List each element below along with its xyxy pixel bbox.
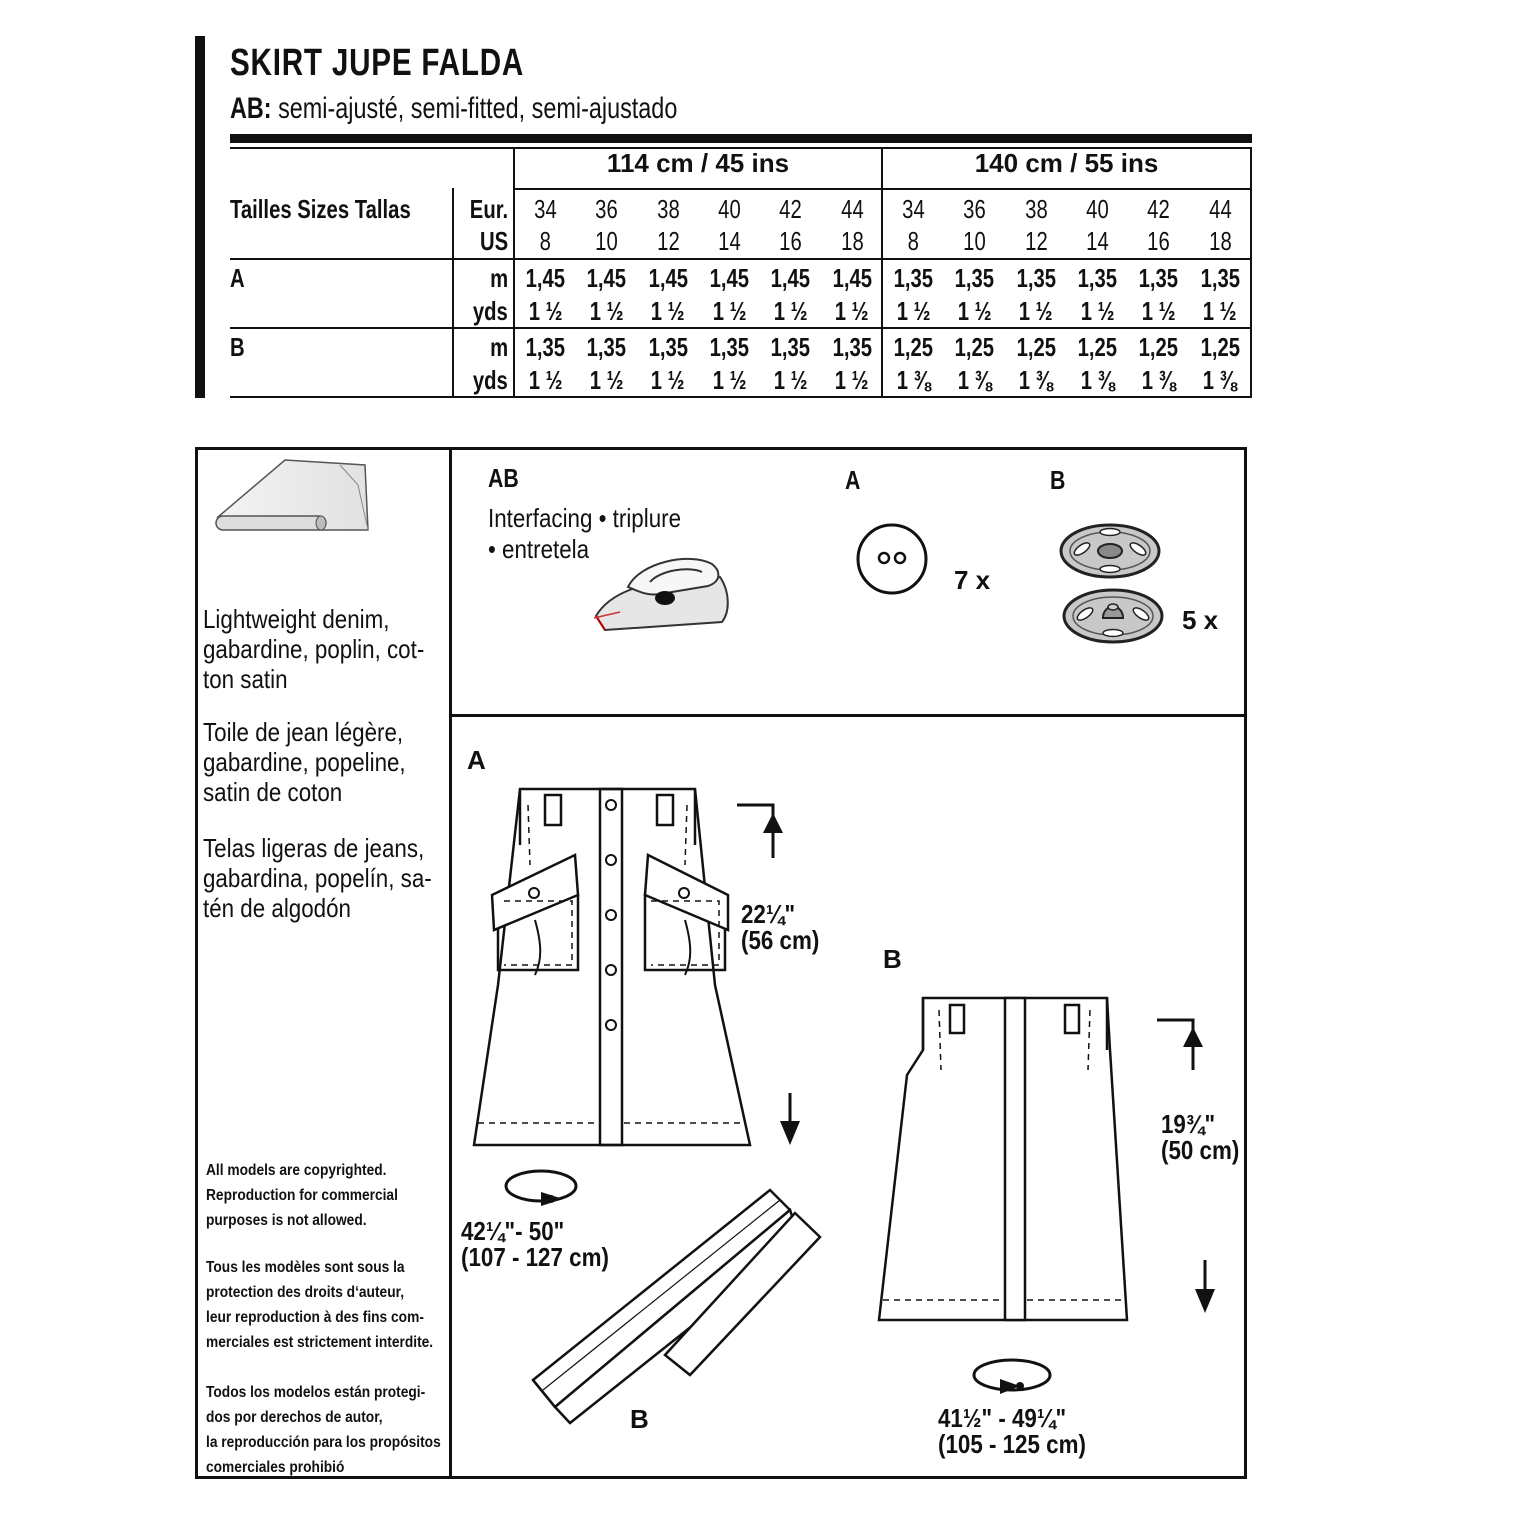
belt-view-label: B: [630, 1404, 649, 1434]
copyright-line: Reproduction for commercial: [206, 1187, 398, 1204]
fabric-suggestions-fr: [203, 717, 406, 807]
iron-icon: [590, 552, 735, 642]
yards-label: yds: [473, 365, 508, 395]
yards-value: 1 ½: [1019, 296, 1054, 326]
copyright-line: All models are copyrighted.: [206, 1162, 387, 1179]
us-size: 12: [1024, 226, 1048, 256]
yards-value: 1 ½: [589, 365, 624, 395]
buttons-view: A: [845, 465, 861, 495]
table-rule: [514, 188, 1252, 190]
fabric-line: tén de algodón: [203, 893, 351, 923]
copyright-en: [206, 1158, 398, 1233]
yards-value: 1 ⅜: [957, 365, 992, 395]
meters-value: 1,35: [1200, 263, 1240, 293]
us-size: 8: [907, 226, 920, 256]
length-cm: (50 cm): [1161, 1135, 1240, 1165]
view-b-hip-icon: [970, 1357, 1055, 1397]
table-top-rule: [230, 134, 1252, 143]
yards-value: 1 ½: [957, 296, 992, 326]
yards-label: yds: [473, 296, 508, 326]
fit-description: [230, 92, 677, 126]
meters-value: 1,25: [955, 332, 995, 362]
fabric-line: ton satin: [203, 664, 288, 694]
yards-value: 1 ⅜: [896, 365, 931, 395]
length-cm: (56 cm): [741, 925, 820, 955]
fabric-line: gabardine, poplin, cot-: [203, 634, 425, 664]
yards-value: 1 ½: [589, 296, 624, 326]
eur-size: 44: [1208, 194, 1232, 224]
us-size: 16: [779, 226, 802, 256]
meters-value: 1,35: [893, 263, 934, 293]
interfacing-line: • entretela: [488, 534, 590, 564]
hip-cm: (107 - 127 cm): [461, 1242, 609, 1272]
view-b-length: [1161, 1111, 1239, 1163]
eur-size: 42: [779, 194, 802, 224]
view-a-skirt-illustration: [470, 785, 755, 1150]
view-a-label: A: [467, 745, 486, 775]
us-size: 18: [1208, 226, 1232, 256]
view-a-length-arrows: [735, 803, 805, 1148]
meters-value: 1,45: [587, 263, 627, 293]
box-divider-horizontal: [449, 714, 1247, 717]
yards-value: 1 ⅜: [1080, 365, 1115, 395]
fabric-line: gabardine, popeline,: [203, 747, 406, 777]
us-size: 10: [595, 226, 619, 256]
meters-value: 1,35: [525, 332, 566, 362]
meters-value: 1,45: [832, 263, 872, 293]
eur-size: 44: [840, 194, 864, 224]
copyright-line: protection des droits d‘auteur,: [206, 1284, 405, 1301]
us-size: 14: [1086, 226, 1109, 256]
meters-value: 1,45: [709, 263, 750, 293]
yards-value: 1 ½: [773, 296, 808, 326]
snaps-quantity: 5 x: [1182, 605, 1219, 635]
table-rule: [230, 396, 1252, 398]
yards-value: 1 ½: [651, 296, 686, 326]
length-inches: 22¼": [741, 899, 796, 929]
meters-label: m: [489, 263, 508, 293]
sizes-label: Tailles Sizes Tallas: [230, 194, 411, 224]
yards-value: 1 ½: [712, 296, 747, 326]
hip-inches: 42¼"- 50": [461, 1216, 565, 1246]
side-bar: [195, 36, 205, 398]
eur-label: Eur.: [469, 194, 508, 224]
meters-value: 1,35: [955, 263, 995, 293]
meters-value: 1,35: [709, 332, 750, 362]
yards-value: 1 ½: [773, 365, 808, 395]
eur-size: 34: [902, 194, 925, 224]
fit-text: semi-ajusté, semi-fitted, semi-ajustado: [271, 92, 678, 125]
view-b-label: B: [883, 944, 902, 974]
meters-label: m: [489, 332, 508, 362]
copyright-line: comerciales prohibió: [206, 1459, 345, 1476]
length-inches: 19¾": [1161, 1109, 1216, 1139]
eur-size: 42: [1147, 194, 1170, 224]
hip-cm: (105 - 125 cm): [938, 1429, 1086, 1459]
us-size: 8: [539, 226, 552, 256]
box-divider-vertical: [449, 447, 452, 1479]
yards-value: 1 ½: [651, 365, 686, 395]
view-a-length: [741, 901, 819, 953]
fabric-suggestions-en: [203, 604, 424, 694]
eur-size: 38: [1024, 194, 1048, 224]
table-rule: [230, 327, 1252, 329]
meters-value: 1,45: [525, 263, 566, 293]
view-row-label: B: [230, 332, 245, 362]
belt-illustration: [525, 1185, 820, 1430]
view-b-skirt-illustration: [875, 995, 1130, 1325]
yards-value: 1 ½: [835, 365, 869, 395]
copyright-line: la reproducción para los propósitos: [206, 1434, 441, 1451]
view-b-hip: [938, 1405, 1086, 1457]
meters-value: 1,45: [648, 263, 688, 293]
eur-size: 34: [534, 194, 557, 224]
copyright-line: merciales est strictement interdite.: [206, 1334, 434, 1351]
copyright-es: [206, 1380, 441, 1480]
snaps-view: B: [1050, 465, 1066, 495]
us-size: 18: [840, 226, 864, 256]
snap-fastener-icon: [1060, 523, 1172, 645]
meters-value: 1,35: [1016, 263, 1056, 293]
meters-value: 1,35: [1138, 263, 1179, 293]
us-label: US: [479, 226, 508, 256]
us-size: 14: [718, 226, 741, 256]
fabric-width-header: 140 cm / 55 ins: [974, 148, 1159, 178]
yards-value: 1 ½: [1141, 296, 1176, 326]
meters-value: 1,35: [648, 332, 688, 362]
fabric-width-header: 114 cm / 45 ins: [606, 148, 790, 178]
meters-value: 1,35: [832, 332, 872, 362]
copyright-line: purposes is not allowed.: [206, 1212, 367, 1229]
copyright-line: Tous les modèles sont sous la: [206, 1259, 405, 1276]
fabric-roll-icon: [210, 455, 380, 545]
yards-value: 1 ½: [896, 296, 931, 326]
us-size: 10: [963, 226, 987, 256]
meters-value: 1,25: [1200, 332, 1240, 362]
page-title: SKIRT JUPE FALDA: [230, 42, 525, 84]
fabric-line: Toile de jean légère,: [203, 717, 404, 747]
eur-size: 40: [1086, 194, 1109, 224]
meters-value: 1,35: [770, 332, 811, 362]
interfacing-line: Interfacing • triplure: [488, 503, 682, 533]
fabric-line: satin de coton: [203, 777, 343, 807]
yards-value: 1 ½: [1203, 296, 1237, 326]
yards-value: 1 ½: [712, 365, 747, 395]
view-row-label: A: [230, 263, 245, 293]
yards-value: 1 ½: [835, 296, 869, 326]
yards-value: 1 ½: [1080, 296, 1115, 326]
us-size: 16: [1147, 226, 1170, 256]
button-icon: [855, 522, 929, 596]
yards-value: 1 ⅜: [1203, 365, 1237, 395]
copyright-line: leur reproduction à des fins com-: [206, 1309, 424, 1326]
meters-value: 1,35: [587, 332, 627, 362]
interfacing-view: AB: [488, 463, 519, 493]
fabric-suggestions-es: [203, 833, 432, 923]
us-size: 12: [656, 226, 680, 256]
meters-value: 1,25: [1016, 332, 1056, 362]
meters-value: 1,25: [1138, 332, 1179, 362]
yards-value: 1 ½: [528, 365, 563, 395]
buttons-quantity: 7 x: [954, 565, 991, 595]
table-rule: [230, 258, 1252, 260]
meters-value: 1,25: [1077, 332, 1118, 362]
fit-views: AB:: [230, 92, 272, 125]
yards-value: 1 ⅜: [1019, 365, 1054, 395]
fabric-line: gabardina, popelín, sa-: [203, 863, 432, 893]
meters-value: 1,35: [1077, 263, 1118, 293]
meters-value: 1,25: [893, 332, 934, 362]
eur-size: 40: [718, 194, 741, 224]
fabric-line: Telas ligeras de jeans,: [203, 833, 425, 863]
eur-size: 36: [963, 194, 987, 224]
eur-size: 38: [656, 194, 680, 224]
hip-inches: 41½" - 49¼": [938, 1403, 1067, 1433]
yards-value: 1 ⅜: [1141, 365, 1176, 395]
meters-value: 1,45: [770, 263, 811, 293]
copyright-line: dos por derechos de autor,: [206, 1409, 383, 1426]
view-b-length-arrows: [1155, 1015, 1225, 1315]
copyright-line: Todos los modelos están protegi-: [206, 1384, 426, 1401]
fabric-line: Lightweight denim,: [203, 604, 390, 634]
eur-size: 36: [595, 194, 619, 224]
yards-value: 1 ½: [528, 296, 563, 326]
copyright-fr: [206, 1255, 433, 1355]
